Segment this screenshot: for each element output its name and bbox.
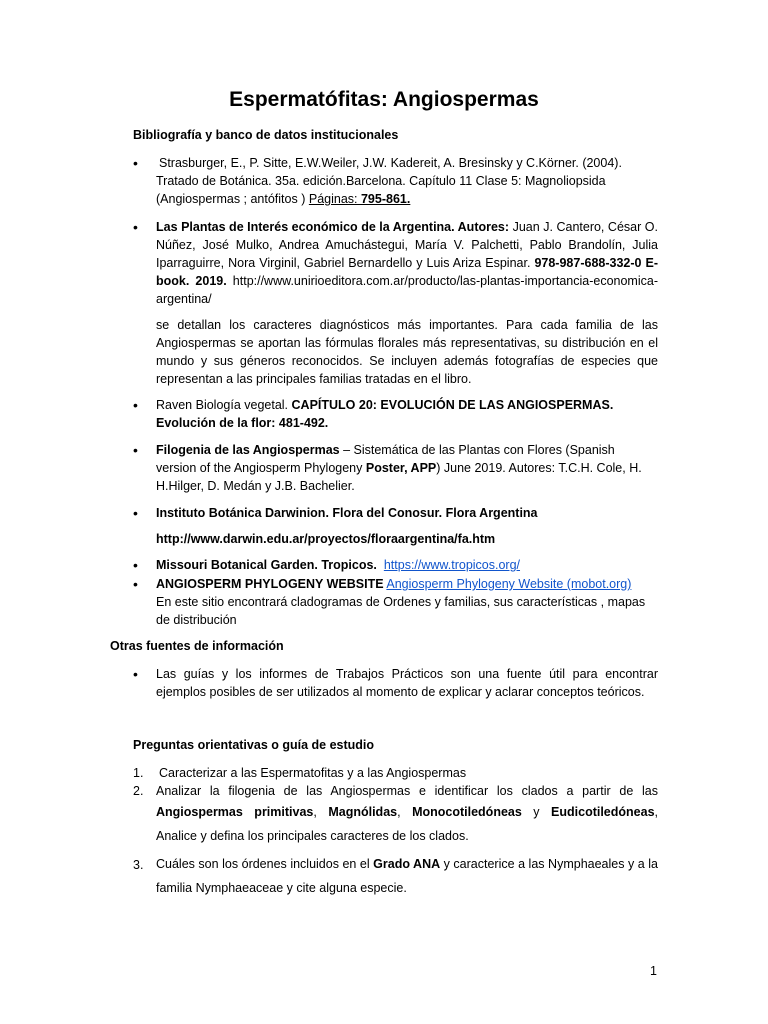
reference-line — [156, 575, 658, 593]
grado-ana: Grado ANA — [373, 857, 441, 871]
reference-title: Filogenia de las Angiospermas — [156, 443, 340, 457]
reference-url[interactable]: http://www.unirioeditora.com.ar/producto/las-plantas-importancia-economica-argentina/ — [156, 274, 658, 306]
question-text: y caracterice a las Nymphaeales y a la familia Nymphaeaceae y cite alguna especie. — [156, 857, 658, 895]
question-text: Cuáles son los órdenes incluidos en el — [156, 857, 374, 871]
question-text: y — [521, 805, 552, 819]
tropicos-link[interactable]: https://www.tropicos.org/ — [383, 558, 521, 572]
reference-filogenia — [156, 441, 658, 495]
question-3 — [156, 852, 658, 900]
bullet-marker: • — [133, 557, 138, 573]
bullet-marker: • — [133, 505, 138, 521]
reference-darwinion: Instituto Botánica Darwinion. Flora del Conosur. Flora Argentina — [156, 506, 538, 520]
bullet-marker: • — [133, 155, 138, 171]
clade-eudicots: Eudicotiledóneas — [551, 805, 655, 819]
question-number: 3. — [133, 858, 144, 872]
question-number: 1. — [133, 766, 144, 780]
bullet-marker: • — [133, 442, 138, 458]
reference-raven — [156, 396, 658, 432]
reference-description: se detallan los caracteres diagnósticos más importantes. Para cada familia de las Angiospermas se aportan las fórmulas florales más representativas, su distribución en el mundo y sus géneros reconocidos. Se incluyen además fotografías de especies que representan a las principales familias tratadas en el libro. — [156, 318, 658, 386]
clade-magnolids: Magnólidas — [328, 805, 398, 819]
reference-text: (Angiospermas ; antófitos ) — [156, 192, 309, 206]
reference-title: ANGIOSPERM PHYLOGENY WEBSITE — [156, 577, 384, 591]
darwinion-url[interactable]: http://www.darwin.edu.ar/proyectos/floraargentina/fa.htm — [156, 532, 496, 546]
pages-range: 795-861. — [360, 192, 411, 206]
reference-line: Tratado de Botánica. 35a. edición.Barcelona. Capítulo 11 Clase 5: Magnoliopsida — [156, 174, 606, 188]
reference-poster: Poster, APP — [365, 461, 437, 475]
reference-apweb — [156, 575, 658, 629]
section-heading-other-sources: Otras fuentes de información — [110, 639, 284, 653]
bullet-marker: • — [133, 576, 138, 592]
section-heading-bibliography: Bibliografía y banco de datos institucionales — [133, 128, 399, 142]
page-title: Espermatófitas: Angiospermas — [229, 88, 539, 111]
reference-isbn: 978-987-688-332-0 E-book. 2019. — [156, 256, 658, 288]
question-number: 2. — [133, 784, 144, 798]
question-text: , — [313, 805, 329, 819]
question-1: Caracterizar a las Espermatofitas y a las Angiospermas — [159, 766, 467, 780]
reference-line — [156, 190, 658, 208]
bullet-marker: • — [133, 219, 138, 235]
clade-primitive: Angiospermas primitivas — [156, 805, 314, 819]
other-sources-text: Las guías y los informes de Trabajos Prácticos son una fuente útil para encontrar ejemplos posibles de ser utilizados al momento de explicar y aclarar conceptos teóricos. — [156, 667, 658, 699]
reference-plantas-interes — [156, 218, 658, 308]
reference-strasburger — [156, 154, 658, 208]
reference-title: Missouri Botanical Garden. Tropicos. — [156, 558, 377, 572]
reference-authors: Juan J. Cantero, César O. Núñez, José Mulko, Andrea Amuchástegui, María V. Palchetti, Pablo Brandolín, Julia Iparraguirre, Nora Virginil, Gabriel Bernardello y Luis Ariza Espinar. — [156, 220, 658, 270]
pages-label: Páginas: — [308, 192, 361, 206]
apweb-link[interactable]: Angiosperm Phylogeny Website (mobot.org) — [386, 577, 632, 591]
page-number: 1 — [650, 964, 657, 978]
reference-chapter: CAPÍTULO 20: EVOLUCIÓN DE LAS ANGIOSPERMAS. Evolución de la flor: 481-492. — [156, 398, 614, 430]
section-heading-study-guide: Preguntas orientativas o guía de estudio — [133, 738, 375, 752]
clade-monocots: Monocotiledóneas — [412, 805, 522, 819]
reference-line: Strasburger, E., P. Sitte, E.W.Weiler, J.W. Kadereit, A. Bresinsky y C.Körner. (2004). — [159, 156, 622, 170]
bullet-marker: • — [133, 397, 138, 413]
bullet-marker: • — [133, 666, 138, 682]
reference-description: En este sitio encontrará cladogramas de Ordenes y familias, sus características , mapas de distribución — [156, 595, 646, 627]
question-text: Analizar la filogenia de las Angiospermas e identificar los clados a partir de las — [156, 784, 658, 798]
question-text: , Analice y defina los principales caracteres de los clados. — [156, 805, 659, 843]
reference-text: – Sistemática de las Plantas con Flores (Spanish version of the Angiosperm Phylogeny — [156, 443, 615, 475]
reference-text: Raven Biología vegetal. — [156, 398, 292, 412]
reference-title: Las Plantas de Interés económico de la Argentina. Autores: — [156, 220, 510, 234]
question-2 — [156, 782, 658, 848]
question-text: , — [397, 805, 413, 819]
reference-text: ) June 2019. Autores: T.C.H. Cole, H. H.Hilger, D. Medán y J.B. Bachelier. — [156, 461, 642, 493]
reference-missouri — [156, 556, 658, 574]
